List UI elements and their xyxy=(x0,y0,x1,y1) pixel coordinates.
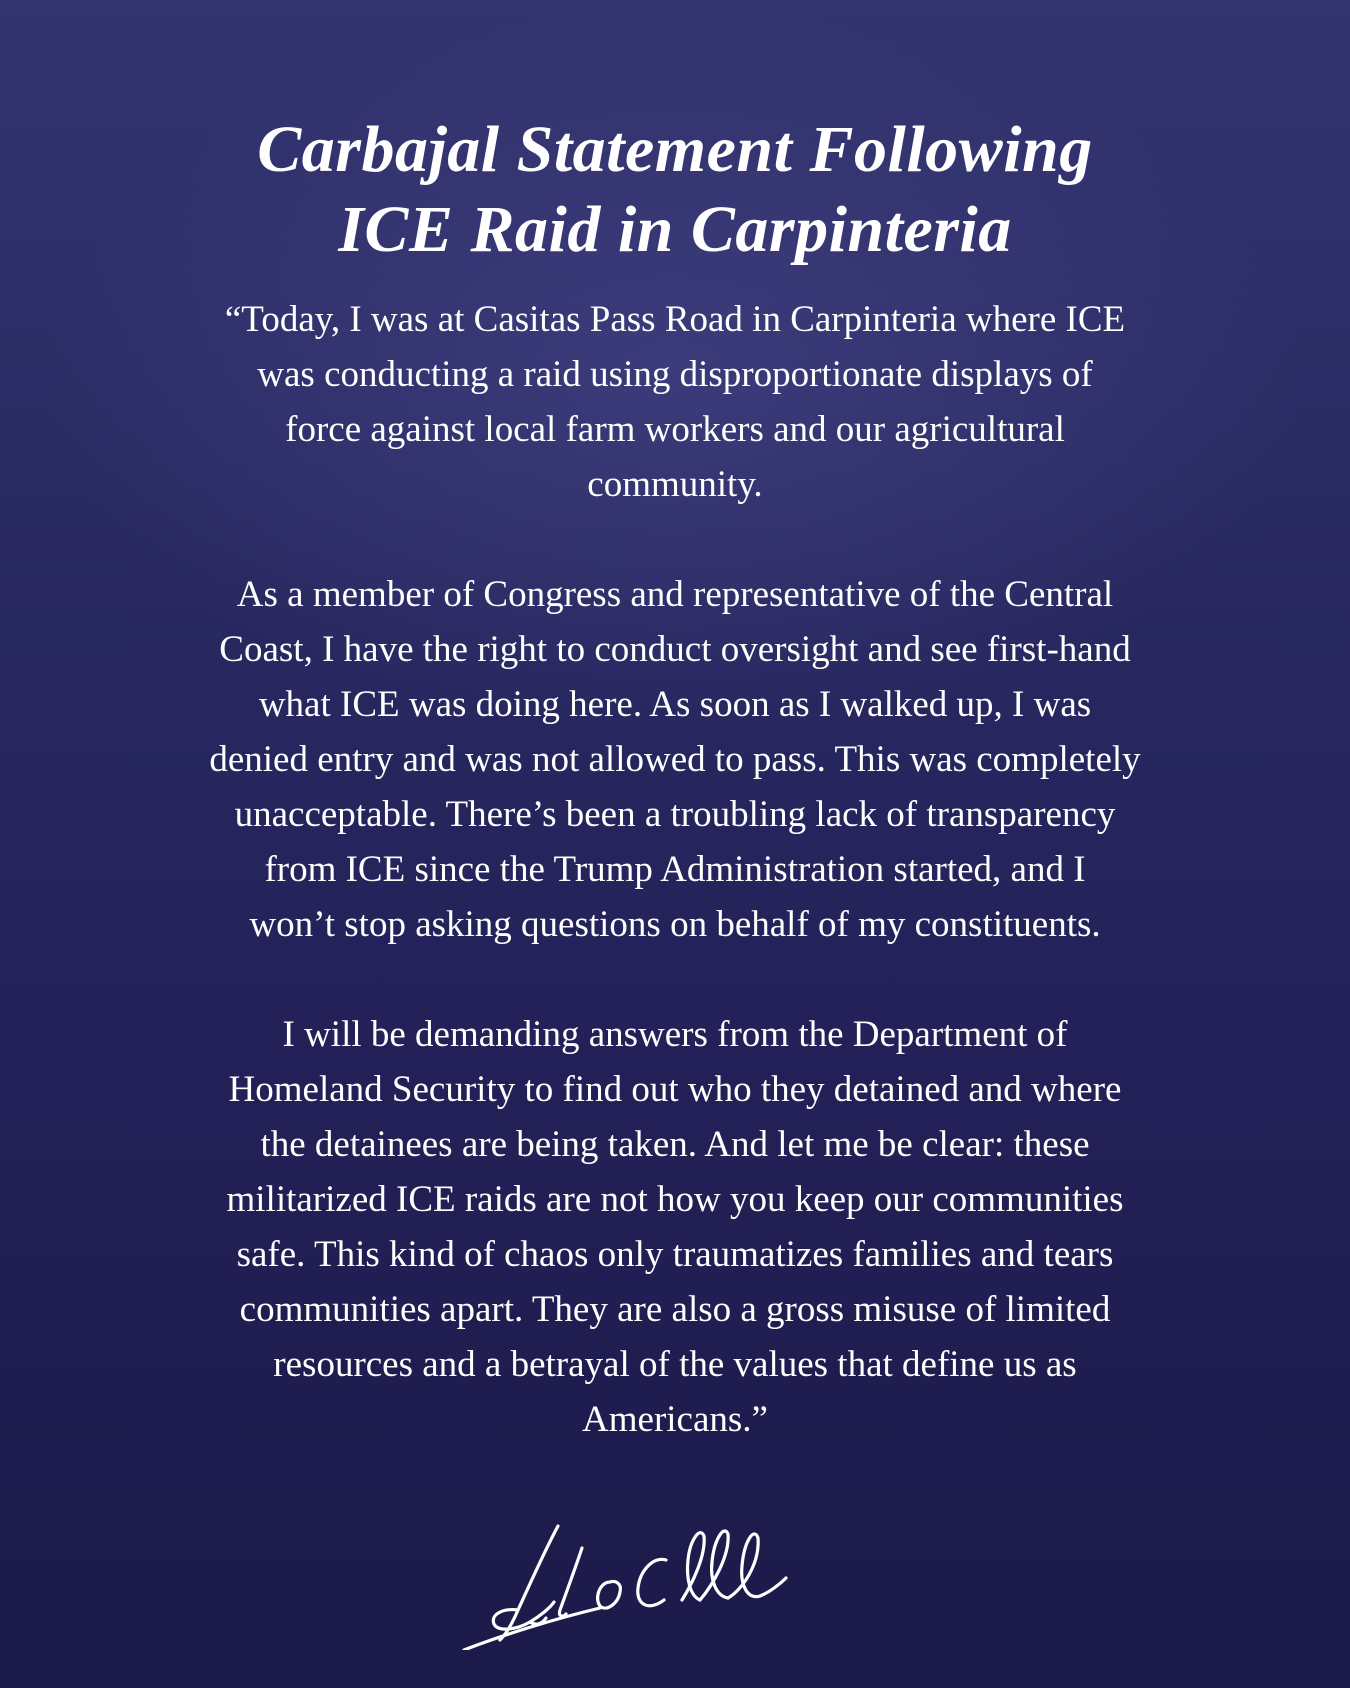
statement-paragraph-2 xyxy=(95,567,1255,952)
statement-line: “Today, I was at Casitas Pass Road in Carpinteria where ICE xyxy=(224,299,1126,340)
statement-line: Americans.” xyxy=(582,1399,768,1440)
statement-line: resources and a betrayal of the values that define us as xyxy=(273,1344,1077,1385)
statement-paragraph-3 xyxy=(95,1007,1255,1447)
statement-title-line-2: ICE Raid in Carpinteria xyxy=(338,193,1012,266)
statement-line: won’t stop asking questions on behalf of my constituents. xyxy=(249,904,1101,945)
statement-line: safe. This kind of chaos only traumatizes families and tears xyxy=(236,1234,1114,1275)
statement-line: As a member of Congress and representative of the Central xyxy=(236,574,1114,615)
statement-title-line-1: Carbajal Statement Following xyxy=(257,113,1093,186)
statement-paragraph-1 xyxy=(95,292,1255,512)
statement-line: I will be demanding answers from the Department of xyxy=(282,1014,1068,1055)
statement-line: Coast, I have the right to conduct oversight and see first-hand xyxy=(219,629,1131,670)
statement-line: from ICE since the Trump Administration started, and I xyxy=(264,849,1086,890)
statement-line: communities apart. They are also a gross misuse of limited xyxy=(239,1289,1111,1330)
handwritten-signature-icon xyxy=(460,1500,860,1650)
statement-line: unacceptable. There’s been a troubling lack of transparency xyxy=(234,794,1116,835)
signature-drawing xyxy=(460,1500,860,1650)
statement-line: what ICE was doing here. As soon as I walked up, I was xyxy=(258,684,1092,725)
statement-body xyxy=(95,292,1255,1502)
statement-line: the detainees are being taken. And let me be clear: these xyxy=(260,1124,1090,1165)
statement-line: was conducting a raid using disproportionate displays of xyxy=(257,354,1093,395)
statement-line: denied entry and was not allowed to pass. This was completely xyxy=(209,739,1141,780)
statement-line: force against local farm workers and our agricultural xyxy=(285,409,1065,450)
statement-line: militarized ICE raids are not how you keep our communities xyxy=(226,1179,1124,1220)
statement-line: Homeland Security to find out who they detained and where xyxy=(228,1069,1122,1110)
statement-line: community. xyxy=(587,464,763,505)
statement-title xyxy=(0,110,1350,270)
